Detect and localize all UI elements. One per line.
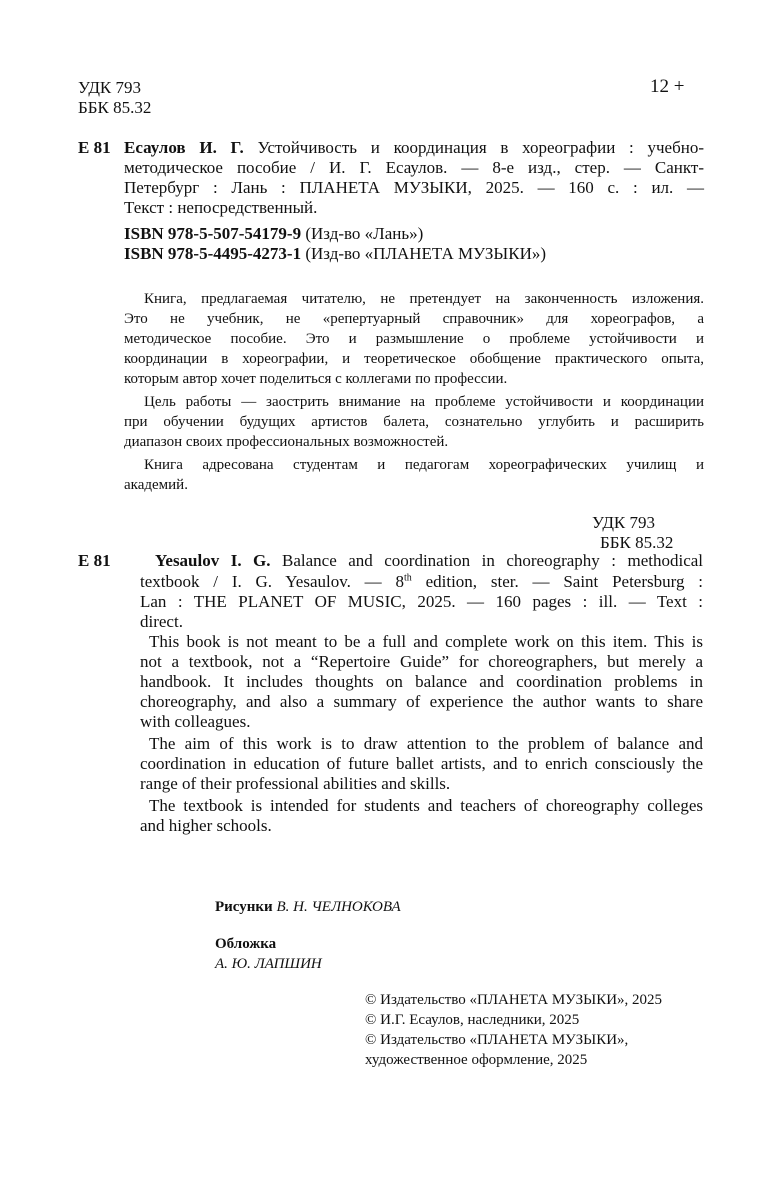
ru-record-title: Устойчивость и координация в хореографии : учебно-: [257, 138, 704, 157]
ru-abstract-p1-line-4: координации в хореографии, и теоретическое обобщение практического опыта,: [124, 351, 704, 367]
copyright-author: © И.Г. Есаулов, наследники, 2025: [365, 1012, 580, 1028]
copyright-design-line-2: художественное оформление, 2025: [365, 1052, 588, 1068]
ru-record-line-4: Текст : непосредственный.: [124, 198, 318, 217]
copyright-publisher: © Издательство «ПЛАНЕТА МУЗЫКИ», 2025: [365, 992, 663, 1008]
en-abstract-p1-line-4: choreography, and also a summary of experience the author wants to share: [140, 692, 703, 711]
en-abstract-p1-line-2: not a textbook, not a “Repertoire Guide” for choreographers, but merely a: [140, 652, 703, 671]
ru-record-code: Е 81: [78, 138, 111, 157]
ru-record-line-1: [124, 138, 704, 158]
en-record-line-1: [155, 551, 703, 571]
en-abstract-p2-line-2: coordination in education of future ballet artists, and to enrich consciously the: [140, 754, 703, 773]
en-abstract-p1-line-5: with colleagues.: [140, 712, 251, 731]
en-abstract-p3-line-1: The textbook is intended for students and teachers of choreography colleges: [149, 796, 703, 815]
en-record-title: Balance and coordination in choreography : methodical: [282, 551, 704, 570]
ru-abstract-p3-line-1: Книга адресована студентам и педагогам хореографических училищ и: [144, 457, 704, 473]
ru-abstract-p1-line-3: методическое пособие. Это и размышление о проблеме устойчивости и: [124, 331, 704, 347]
isbn-lan-number: ISBN 978-5-507-54179-9: [124, 224, 302, 243]
en-abstract-p3-line-2: and higher schools.: [140, 816, 272, 835]
ru-abstract-p3-line-2: академий.: [124, 477, 188, 493]
age-rating: 12 +: [650, 76, 685, 97]
en-record-line-4: direct.: [140, 612, 183, 631]
bbk-code: ББК 85.32: [78, 98, 152, 117]
illustrations-label: Рисунки: [215, 899, 273, 915]
isbn-lan-note: (Изд-во «Лань»): [305, 224, 424, 243]
ru-record-line-3: Петербург : Лань : ПЛАНЕТА МУЗЫКИ, 2025. — 160 с. : ил. —: [124, 178, 704, 197]
ru-abstract-p2-line-1: Цель работы — заострить внимание на проблеме устойчивости и координации: [144, 394, 704, 410]
en-record-line-2-a: textbook / I. G. Yesaulov. — 8: [140, 572, 404, 591]
isbn-planeta: [124, 244, 546, 264]
ru-abstract-p2-line-3: диапазон своих профессиональных возможностей.: [124, 434, 449, 450]
isbn-lan: [124, 224, 423, 244]
cover-label: Обложка: [215, 936, 277, 952]
en-record-code: Е 81: [78, 551, 111, 570]
en-abstract-p2-line-3: range of their professional abilities and skills.: [140, 774, 451, 793]
en-record-line-3: Lan : THE PLANET OF MUSIC, 2025. — 160 pages : ill. — Text :: [140, 592, 703, 611]
en-udk-code: УДК 793: [592, 513, 656, 532]
en-abstract-p2-line-1: The aim of this work is to draw attention to the problem of balance and: [149, 734, 703, 753]
copyright-design-line-1: © Издательство «ПЛАНЕТА МУЗЫКИ»,: [365, 1032, 629, 1048]
ru-record-author: Есаулов И. Г.: [124, 138, 244, 157]
en-record-author: Yesaulov I. G.: [155, 551, 271, 570]
en-bbk-code: ББК 85.32: [600, 533, 674, 552]
ru-abstract-p1-line-5: которым автор хочет поделиться с коллегами по профессии.: [124, 371, 508, 387]
en-abstract-p1-line-3: handbook. It includes thoughts on balance and coordination problems in: [140, 672, 703, 691]
ru-abstract-p2-line-2: при обучении будущих артистов балета, сознательно углубить и расширить: [124, 414, 704, 430]
udk-code: УДК 793: [78, 78, 142, 97]
illustrations-name: В. Н. ЧЕЛНОКОВА: [276, 899, 401, 915]
en-record-line-2-b: edition, ster. — Saint Petersburg :: [425, 572, 703, 591]
en-abstract-p1-line-1: This book is not meant to be a full and complete work on this item. This is: [149, 632, 703, 651]
ru-abstract-p1-line-1: Книга, предлагаемая читателю, не претендует на законченность изложения.: [144, 291, 704, 307]
en-record-line-2: [140, 572, 703, 592]
illustrations-credit: [215, 897, 401, 917]
isbn-planeta-note: (Изд-во «ПЛАНЕТА МУЗЫКИ»): [305, 244, 547, 263]
cover-name: А. Ю. ЛАПШИН: [215, 956, 322, 972]
isbn-planeta-number: ISBN 978-5-4495-4273-1: [124, 244, 302, 263]
ru-abstract-p1-line-2: Это не учебник, не «репертуарный справочник» для хореографов, а: [124, 311, 704, 327]
en-record-edition-sup: th: [404, 572, 412, 584]
ru-record-line-2: методическое пособие / И. Г. Есаулов. — 8-е изд., стер. — Санкт-: [124, 158, 704, 177]
